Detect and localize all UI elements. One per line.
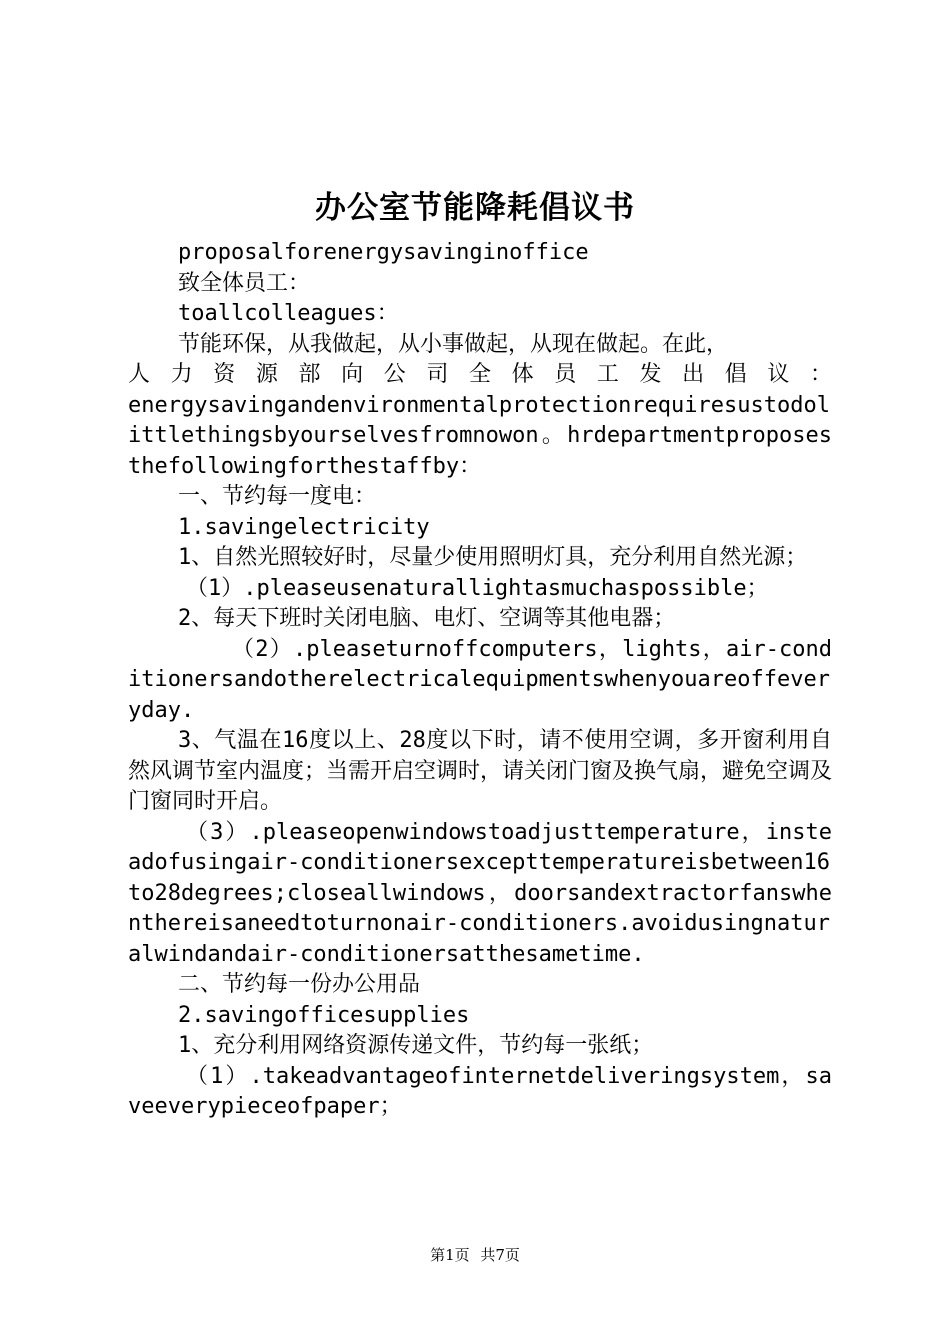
paragraph-intro-en: energysavingandenvironmentalprotectionrequiresustodolittlethingsbyourselvesfromnowon。hrdepartmentproposesthefollowingforthestaffby： — [128, 392, 832, 479]
page-total: 共7页 — [480, 1246, 520, 1264]
paragraph-salutation-en: toallcolleagues： — [178, 301, 399, 326]
paragraph-salutation: 致全体员工： — [178, 270, 311, 296]
page-footer — [0, 1244, 950, 1265]
paragraph-item-1-3-en: （3）.pleaseopenwindowstoadjusttemperature，insteadofusingair-conditionersexcepttemperatureisbetween16to28degrees;closeallwindows，doorsandextractorfanswhenthereisaneedtoturnonair-conditioners.avoidusingnaturalwindandair-conditionersatthesametime. — [128, 819, 832, 967]
paragraph-item-1-2-en: （2）.pleaseturnoffcomputers，lights，air-conditionersandotherelectricalequipmentswhenyouareoffeveryday. — [128, 636, 832, 723]
heading-section-2-en: 2.savingofficesupplies — [178, 1002, 470, 1028]
paragraph-item-1-1: 1、自然光照较好时，尽量少使用照明灯具，充分利用自然光源； — [178, 545, 808, 570]
paragraph-item-2-1-en: （1）.takeadvantageofinternetdeliveringsystem，saveeverypieceofpaper； — [128, 1063, 832, 1119]
heading-section-1-en: 1.savingelectricity — [178, 514, 430, 540]
document-body — [128, 238, 832, 1123]
paragraph-item-2-1: 1、充分利用网络资源传递文件，节约每一张纸； — [178, 1033, 654, 1058]
paragraph-intro-cont: 人力资源部向公司全体员工发出倡议： — [128, 362, 832, 387]
heading-section-1: 一、节约每一度电： — [178, 484, 377, 509]
paragraph-intro: 节能环保，从我做起，从小事做起，从现在做起。在此， — [178, 331, 729, 357]
paragraph-item-1-2: 2、每天下班时关闭电脑、电灯、空调等其他电器； — [178, 606, 676, 631]
paragraph-item-1-3: 3、气温在16度以上、28度以下时，请不使用空调，多开窗利用自然风调节室内温度；当需开启空调时，请关闭门窗及换气扇，避免空调及门窗同时开启。 — [128, 728, 833, 814]
document-title: 办公室节能降耗倡议书 — [315, 190, 635, 226]
paragraph-item-1-1-en: （1）.pleaseusenaturallightasmuchaspossible； — [186, 575, 769, 601]
page-number: 第1页 — [430, 1246, 470, 1264]
paragraph-english-title: proposalforenergysavinginoffice — [178, 240, 589, 265]
heading-section-2: 二、节约每一份办公用品 — [178, 972, 421, 997]
